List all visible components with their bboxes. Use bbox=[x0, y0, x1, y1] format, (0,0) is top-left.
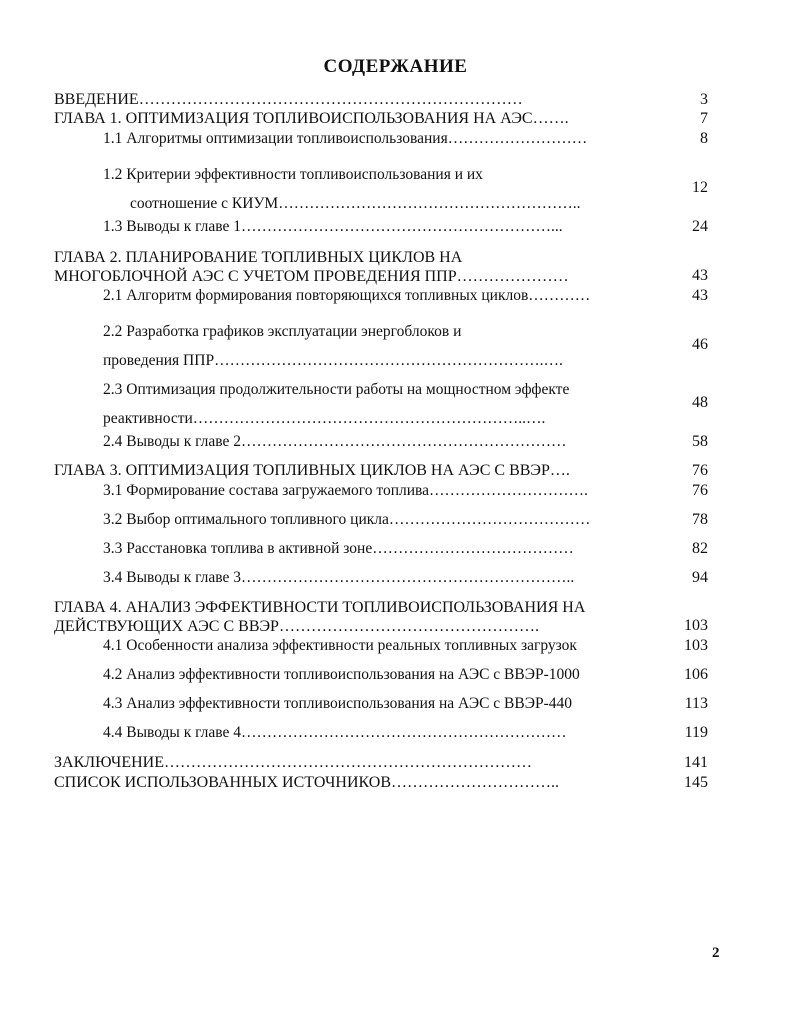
toc-entry-section-1-3 bbox=[103, 218, 563, 236]
toc-entry-text: 3.2 Выбор оптимального топливного цикла………………………………… bbox=[103, 511, 591, 528]
toc-entry-references bbox=[54, 774, 559, 792]
toc-entry-text: СПИСОК ИСПОЛЬЗОВАННЫХ ИСТОЧНИКОВ………………………….. bbox=[54, 774, 560, 791]
toc-page-number: 78 bbox=[692, 511, 708, 528]
toc-entry-intro bbox=[54, 91, 523, 109]
toc-page-number: 24 bbox=[692, 218, 708, 235]
toc-page-number: 119 bbox=[684, 724, 708, 741]
toc-entry-text-line-1: 1.2 Критерии эффективности топливоиспользования и их bbox=[103, 166, 483, 183]
toc-entry-text-line-2: МНОГОБЛОЧНОЙ АЭС С УЧЕТОМ ПРОВЕДЕНИЯ ППР………………… bbox=[54, 268, 569, 285]
toc-page-number: 48 bbox=[692, 394, 708, 411]
toc-entry-text: 2.1 Алгоритм формирования повторяющихся топливных циклов………… bbox=[103, 287, 591, 304]
page-number: 2 bbox=[712, 945, 720, 961]
toc-entry-section-3-4 bbox=[103, 569, 574, 587]
toc-page-number: 7 bbox=[700, 110, 708, 127]
toc-entry-text: 4.3 Анализ эффективности топливоиспользования на АЭС с ВВЭР-440 bbox=[103, 695, 572, 712]
toc-entry-section-3-2 bbox=[103, 511, 590, 529]
toc-entry-conclusion bbox=[54, 754, 532, 772]
toc-entry-text: 4.2 Анализ эффективности топливоиспользования на АЭС с ВВЭР-1000 bbox=[103, 666, 580, 683]
toc-page-number: 46 bbox=[692, 336, 708, 353]
toc-entry-text: ВВЕДЕНИЕ……………………………………………………………… bbox=[54, 91, 523, 108]
toc-entry-text: 3.4 Выводы к главе 3……………………………………………………….. bbox=[103, 569, 575, 586]
toc-entry-text-line-1: 2.3 Оптимизация продолжительности работы на мощностном эффекте bbox=[103, 381, 570, 398]
toc-entry-text: 3.3 Расстановка топлива в активной зоне………………………………… bbox=[103, 540, 574, 557]
toc-entry-section-3-3 bbox=[103, 540, 574, 558]
toc-page-number: 76 bbox=[692, 482, 708, 499]
toc-entry-section-4-3 bbox=[103, 695, 572, 713]
page-title: СОДЕРЖАНИЕ bbox=[323, 56, 468, 77]
toc-entry-section-3-1 bbox=[103, 482, 588, 500]
toc-entry-section-4-4 bbox=[103, 724, 567, 742]
toc-page-number: 82 bbox=[692, 540, 708, 557]
toc-page-number: 58 bbox=[692, 433, 708, 450]
toc-page-number: 76 bbox=[692, 462, 708, 479]
toc-entry-text: 3.1 Формирование состава загружаемого топлива…………………………. bbox=[103, 482, 588, 499]
toc-entry-text: ГЛАВА 3. ОПТИМИЗАЦИЯ ТОПЛИВНЫХ ЦИКЛОВ НА АЭС С ВВЭР…. bbox=[54, 462, 570, 479]
toc-entry-section-1-1 bbox=[103, 130, 587, 148]
toc-entry-text-line-1: ГЛАВА 4. АНАЛИЗ ЭФФЕКТИВНОСТИ ТОПЛИВОИСПОЛЬЗОВАНИЯ НА bbox=[54, 599, 586, 616]
toc-entry-text-line-1: ГЛАВА 2. ПЛАНИРОВАНИЕ ТОПЛИВНЫХ ЦИКЛОВ НА bbox=[54, 249, 463, 266]
toc-entry-section-2-1 bbox=[103, 287, 590, 305]
toc-entry-text-line-2: проведения ППР……………………………………………………….…. bbox=[103, 352, 563, 369]
toc-page-number: 141 bbox=[684, 754, 708, 771]
toc-entry-text-line-2: ДЕЙСТВУЮЩИХ АЭС С ВВЭР…………………………………………. bbox=[54, 618, 539, 635]
toc-page-number: 113 bbox=[684, 695, 708, 712]
toc-entry-text: 4.1 Особенности анализа эффективности реальных топливных загрузок bbox=[103, 637, 577, 654]
toc-page-number: 94 bbox=[692, 569, 708, 586]
toc-entry-text: 1.1 Алгоритмы оптимизации топливоиспользования……………………… bbox=[103, 130, 588, 147]
toc-entry-chapter-2 bbox=[54, 248, 569, 286]
toc-entry-section-1-2 bbox=[103, 160, 580, 218]
toc-entry-text-line-2: реактивности………………………………………………………..…. bbox=[103, 410, 546, 427]
toc-page-number: 106 bbox=[684, 666, 708, 683]
toc-page-number: 43 bbox=[692, 267, 708, 284]
toc-entry-section-4-1 bbox=[103, 637, 577, 655]
toc-entry-chapter-3 bbox=[54, 462, 570, 480]
toc-page-number: 145 bbox=[684, 774, 708, 791]
toc-entry-text-line-1: 2.2 Разработка графиков эксплуатации энергоблоков и bbox=[103, 323, 462, 340]
toc-page-number: 103 bbox=[684, 617, 708, 634]
toc-page-number: 103 bbox=[684, 637, 708, 654]
toc-entry-section-2-4 bbox=[103, 433, 567, 451]
toc-entry-chapter-1 bbox=[54, 110, 569, 128]
toc-entry-text: ГЛАВА 1. ОПТИМИЗАЦИЯ ТОПЛИВОИСПОЛЬЗОВАНИЯ НА АЭС……. bbox=[54, 110, 569, 127]
toc-page-number: 12 bbox=[692, 179, 708, 196]
toc-entry-text-line-2: соотношение с КИУМ………………………………………………….. bbox=[130, 195, 581, 212]
toc-entry-text: 1.3 Выводы к главе 1……………………………………………………... bbox=[103, 218, 563, 235]
toc-entry-section-2-2 bbox=[103, 317, 563, 375]
toc-entry-text: 4.4 Выводы к главе 4……………………………………………………… bbox=[103, 724, 567, 741]
toc-entry-text: 2.4 Выводы к главе 2……………………………………………………… bbox=[103, 433, 567, 450]
toc-page-number: 43 bbox=[692, 287, 708, 304]
toc-entry-section-2-3 bbox=[103, 375, 569, 433]
toc-entry-text: ЗАКЛЮЧЕНИЕ…………………………………………………………… bbox=[54, 754, 532, 771]
toc-page-number: 8 bbox=[700, 130, 708, 147]
toc-page-number: 3 bbox=[700, 91, 708, 108]
toc-entry-section-4-2 bbox=[103, 666, 580, 684]
toc-entry-chapter-4 bbox=[54, 598, 585, 636]
